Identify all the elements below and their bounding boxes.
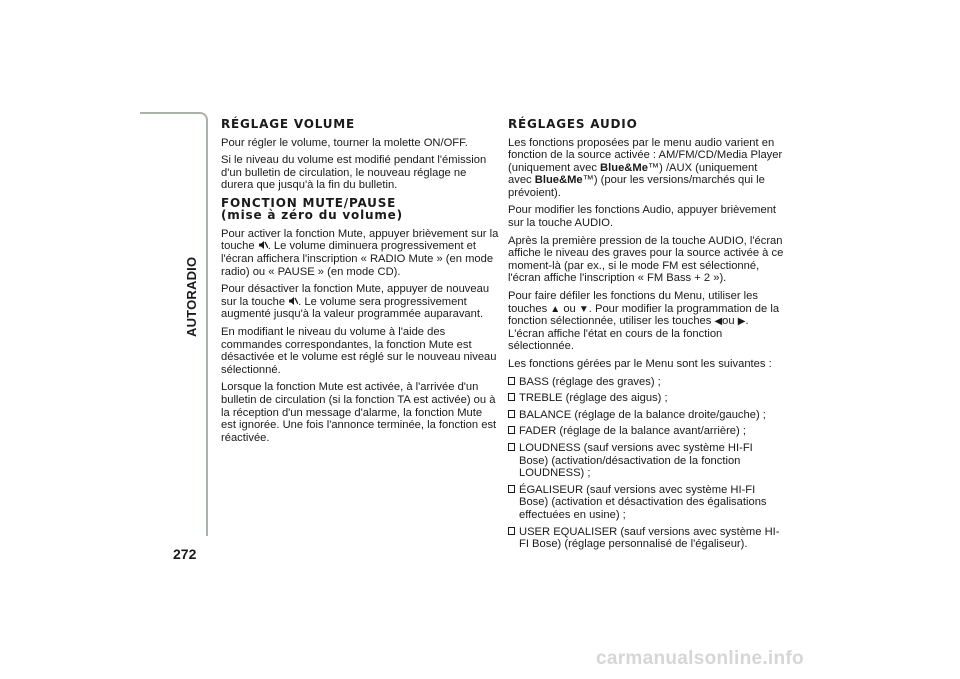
list-item	[508, 425, 784, 438]
text: ou	[722, 315, 735, 328]
triangle-left-icon: ◀	[714, 316, 723, 328]
text: . Le volume diminuera progressivement et l'écran affichera l'inscription « RADIO Mute » (en mode radio) ou « PAUSE » (en mode CD).	[221, 240, 494, 278]
checkbox-bullet-icon	[508, 443, 515, 451]
list-item-text: FADER (réglage de la balance avant/arrière) ;	[519, 425, 746, 438]
checkbox-bullet-icon	[508, 377, 515, 385]
list-item-text: TREBLE (réglage des aigus) ;	[519, 392, 668, 405]
list-item-text: USER EQUALISER (sauf versions avec système HI-FI Bose) (réglage personnalisé de l'égaliseur).	[519, 525, 780, 551]
brand-name: Blue&Me	[600, 161, 648, 174]
list-item	[508, 442, 784, 480]
list-item-text: LOUDNESS (sauf versions avec système HI-FI Bose) (activation/désactivation de la fonction LOUDNESS) ;	[519, 441, 753, 480]
paragraph: Pour modifier les fonctions Audio, appuyer brièvement sur la touche AUDIO.	[508, 204, 777, 230]
list-item-text: ÉGALISEUR (sauf versions avec système HI-FI Bose) (activation et désactivation des égalisations effectuées en usine) ;	[519, 483, 767, 521]
paragraph: En modifiant le niveau du volume à l'aide des commandes correspondantes, la fonction Mute est désactivée et le volume est réglé sur le nouveau niveau sélectionné.	[221, 326, 497, 376]
menu-functions-list	[508, 376, 784, 551]
list-item	[508, 409, 784, 422]
list-item	[508, 392, 784, 405]
text: Pour faire défiler les fonctions du Menu, utiliser les touches	[508, 290, 758, 315]
text: Pour activer la fonction Mute, appuyer brièvement sur la touche	[221, 227, 499, 253]
text: ou	[563, 302, 576, 315]
list-item	[508, 484, 784, 522]
heading-volume: RÉGLAGE VOLUME	[221, 117, 356, 131]
checkbox-bullet-icon	[508, 426, 515, 434]
list-item	[508, 376, 784, 389]
text: . Le volume sera progressivement augmenté jusqu'à la valeur programmée auparavant.	[221, 295, 484, 321]
page-number: 272	[173, 546, 197, 562]
text: Pour désactiver la fonction Mute, appuyer de nouveau sur la touche	[221, 283, 490, 308]
text: . L'écran affiche l'état en cours de la fonction sélectionnée.	[508, 315, 749, 353]
watermark: carmanualsonline.info	[596, 648, 804, 669]
list-item	[508, 526, 784, 551]
list-item-text: BALANCE (réglage de la balance droite/gauche) ;	[519, 408, 766, 421]
paragraph: Après la première pression de la touche AUDIO, l'écran affiche le niveau des graves pour la source activée à ce moment-là (par ex., si le mode FM est sélectionné, l'écran affiche l'inscription « FM Bass + 2 »).	[508, 234, 784, 285]
list-item-text: BASS (réglage des graves) ;	[519, 375, 661, 388]
paragraph	[221, 228, 499, 278]
text: ™) (pour les versions/marchés qui le prévoient).	[508, 174, 765, 199]
paragraph: Les fonctions gérées par le Menu sont les suivantes :	[508, 358, 772, 370]
speaker-mute-icon	[288, 296, 298, 306]
text: ™) /AUX (uniquement avec	[508, 161, 758, 187]
paragraph: Si le niveau du volume est modifié pendant l'émission d'un bulletin de circulation, le nouveau réglage ne durera que jusqu'à la fin du bulletin.	[221, 154, 487, 192]
heading-mute-subtitle: (mise à zéro du volume)	[221, 208, 403, 223]
paragraph	[221, 283, 499, 321]
paragraph	[508, 137, 784, 200]
text: . Pour modifier la programmation de la fonction sélectionnée, utiliser les touches	[508, 302, 780, 328]
paragraph	[508, 290, 784, 353]
checkbox-bullet-icon	[508, 393, 515, 401]
section-label: AUTORADIO	[184, 256, 199, 337]
heading-audio: RÉGLAGES AUDIO	[508, 117, 638, 131]
text: Les fonctions proposées par le menu audio varient en fonction de la source activée : AM/FM/CD/Media Player (uniquement avec	[508, 136, 783, 174]
triangle-up-icon: ▲	[550, 303, 561, 315]
heading-mute-title: FONCTION MUTE/PAUSE	[221, 195, 397, 210]
checkbox-bullet-icon	[508, 527, 515, 535]
checkbox-bullet-icon	[508, 485, 515, 493]
paragraph: Pour régler le volume, tourner la molette ON/OFF.	[221, 136, 468, 149]
right-column	[508, 118, 784, 555]
paragraph: Lorsque la fonction Mute est activée, à l'arrivée d'un bulletin de circulation (si la fonction TA est activée) ou à la réception d'un message d'alarme, la fonction Mute est ignorée. Une fois l'annonce terminée, la fonction est réactivée.	[221, 381, 497, 444]
heading-mute	[221, 197, 499, 222]
speaker-mute-icon	[258, 240, 268, 250]
left-column	[221, 118, 499, 449]
checkbox-bullet-icon	[508, 410, 515, 418]
triangle-down-icon: ▼	[578, 303, 589, 315]
triangle-right-icon: ▶	[737, 316, 746, 328]
brand-name: Blue&Me	[534, 174, 583, 187]
